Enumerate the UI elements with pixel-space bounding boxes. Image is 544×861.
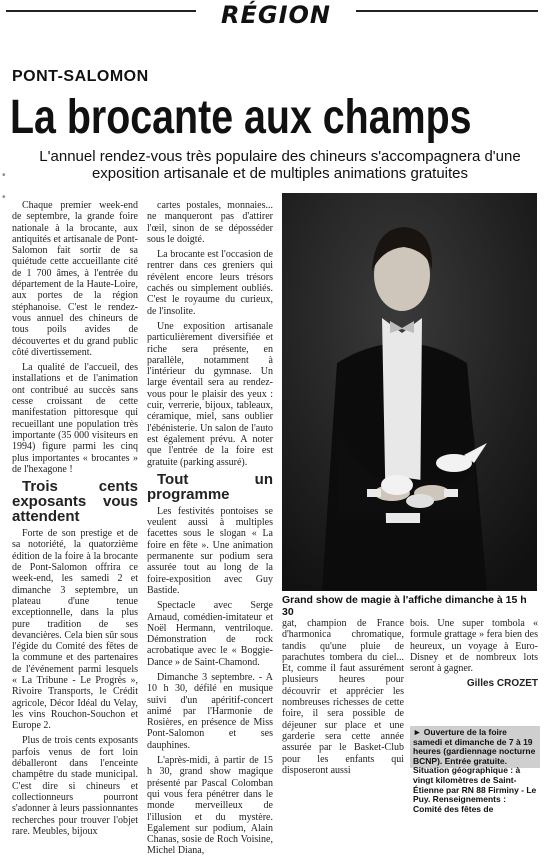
photo-caption: Grand show de magie à l'affiche dimanche à 15 h 30 [282, 594, 527, 618]
paragraph: bois. Une super tombola « formule grattage » fera bien des heureux, un voyage à Euro-Disney et de nombreux lots seront à gagner. [410, 618, 538, 675]
paragraph: Forte de son prestige et de sa notoriété, la quatorzième édition de la foire à la brocante de Pont-Salomon offrira ce week-end, les samedi 2 et dimanche 3 septembre, un plateau d'une tenue exceptionnelle, dans la plus pure tradition de ses devancières. Cela bien sûr sous l'égide du Comité des fêtes de la commune et des partenaires de l'événement parmi lesquels « La Tribune - Le Progrès », Rivoire Transports, le Crédit agricole, Décor Idéal du Velay, les vins Rouchon-Souchon et Europe 2. [12, 528, 138, 732]
banner-rule-right [352, 10, 538, 12]
paragraph: gat, champion de France d'harmonica chromatique, tandis qu'une pluie de parachutes tombera du ciel... Et, comme il faut assurément plusieurs heures pour découvrir et apprécier les nombreuses richesses de cette foire, il sera possible de déjeuner sur place et une garderie sera cette année assurée par le Basket-Club pour les enfants qui disposeront aussi [282, 618, 404, 776]
headline: La brocante aux champs [10, 91, 472, 144]
dateline: PONT-SALOMON [12, 68, 149, 85]
paragraph: cartes postales, monnaies... ne manqueront pas d'attirer l'œil, sinon de se déposséder sous le doigté. [147, 200, 273, 245]
paragraph: Les festivités pontoises se veulent aussi à multiples facettes sous le slogan « La foire en fête ». Une animation permanente sur podium sera assurée tout au long de la foire-exposition avec Guy Bastide. [147, 505, 273, 596]
paragraph: La qualité de l'accueil, des installations et de l'animation ont contribué au succès sans cesse croissant de cette manifestation pittoresque qui recueillant une population très importante (35 000 visiteurs en 1994) figure parmi les cinq plus importantes « brocantes » de l'hexagone ! [12, 362, 138, 475]
magician-photo [282, 193, 537, 591]
margin-marks: • • [2, 170, 6, 203]
author-signature: Gilles CROZET [466, 678, 538, 690]
article-column-1 [12, 200, 138, 841]
article-column-4 [410, 618, 538, 690]
section-title: RÉGION [196, 2, 356, 28]
article-column-3 [282, 618, 404, 776]
paragraph: Chaque premier week-end de septembre, la grande foire nationale à la brocante, aux antiquités et artisanale de Pont-Salomon fait sortir de sa quiétude cette accueillante cité de 1 700 âmes, à l'entrée du département de la Haute-Loire, aux portes de la région stéphanoise. C'est le rendez-vous annuel des chineurs de tous poils avides de découvertes et du grand public côté divertissement. [12, 200, 138, 358]
paragraph: Spectacle avec Serge Arnaud, comédien-imitateur et Noël Hermann, ventriloque. Démonstration de rock acrobatique avec le « Boggie-Dance » de Saint-Chamond. [147, 600, 273, 668]
magician-illustration [282, 193, 537, 591]
paragraph: Dimanche 3 septembre. - A 10 h 30, défilé en musique suivi d'un apéritif-concert animé par l'Harmonie de Rosières, en présence de Miss Pont-Salomon et ses dauphines. [147, 671, 273, 751]
deck: L'annuel rendez-vous très populaire des chineurs s'accompagnera d'une exposition artisanale et de multiples animations gratuites [39, 148, 521, 182]
info-box: ► Ouverture de la foire samedi et dimanche de 7 à 19 heures (gardiennage nocturne BCNP). Entrée gratuite. Situation géographique : à vingt kilomètres de Saint-Étienne par RN 88 Firminy - Le Puy. Renseignements : Comité des fêtes de [410, 726, 540, 768]
paragraph: L'après-midi, à partir de 15 h 30, grand show magique présenté par Pascal Colomban qui vous fera pénétrer dans le monde merveilleux de l'illusion et du mystère. Egalement sur podium, Alain Chanas, sosie de Roch Voisine, Michel Diana, [147, 755, 273, 857]
paragraph: La brocante est l'occasion de rentrer dans ces greniers qui révèlent encore leurs trésors cachés ou simplement oubliés. C'est le royaume du curieux, de l'insolite. [147, 249, 273, 317]
subheading: Tout un programme [147, 470, 273, 503]
banner-rule-left [6, 10, 198, 12]
paragraph: Plus de trois cents exposants parfois venus de fort loin déballeront dans l'enceinte champêtre du stade municipal. C'est dire si chineurs et collectionneurs pourront s'adonner à leurs passionnantes recherches pour trouver l'objet rare. Meubles, bijoux [12, 735, 138, 837]
subheading: Trois cents exposants vous attendent [12, 478, 138, 526]
article-column-2 [147, 200, 273, 861]
paragraph: Une exposition artisanale particulièrement diversifiée et riche sera présente, en parallèle, notamment à l'intérieur du gymnase. Un large éventail sera au rendez-vous pour le plaisir des yeux : cuir, verrerie, bijoux, tableaux, céramique, miel, sans oublier l'ébénisterie. Un salon de l'auto est également prévu. A noter que l'entrée de la foire est gratuite (parking assuré). [147, 320, 273, 468]
